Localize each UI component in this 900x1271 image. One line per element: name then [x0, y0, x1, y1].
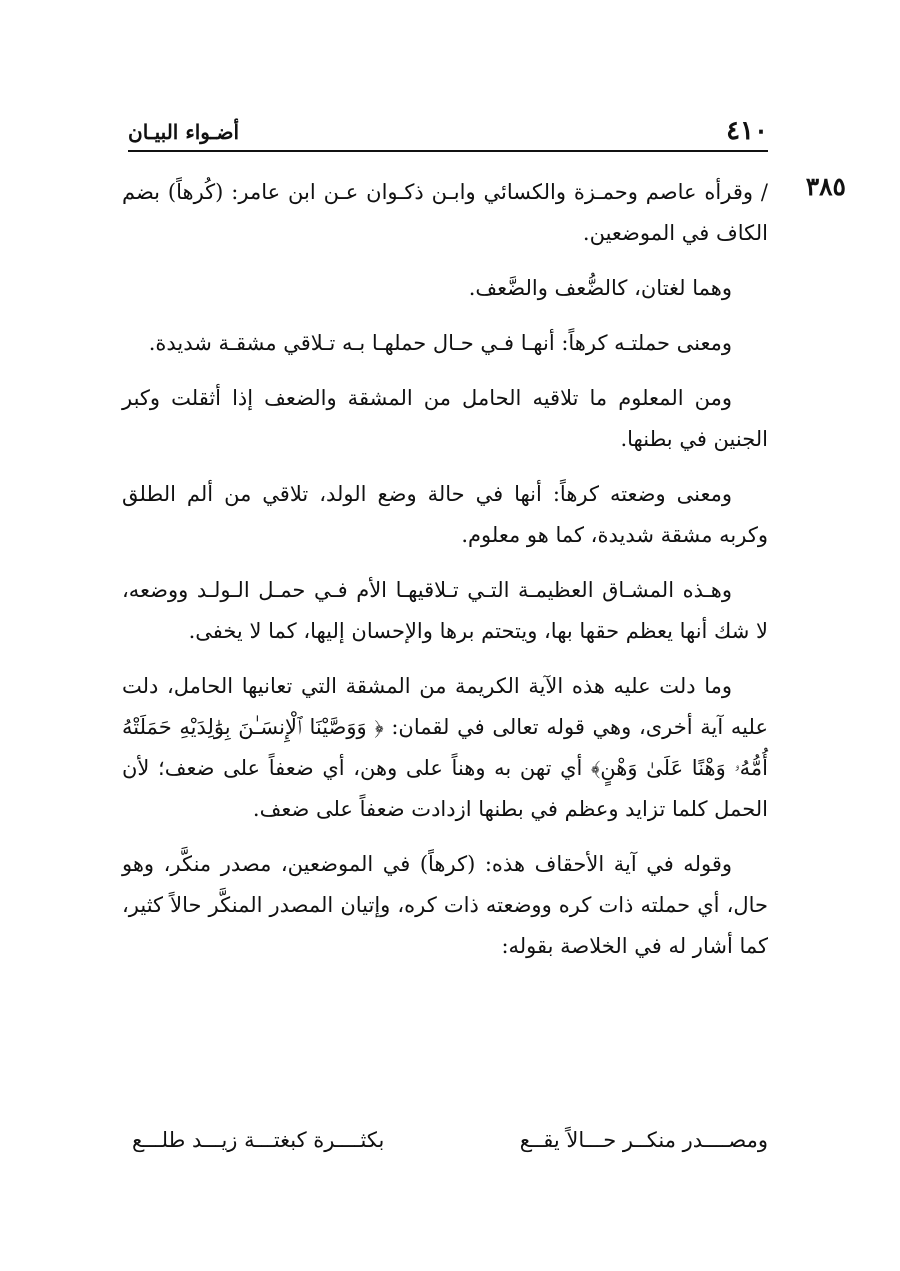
verse-second-hemistich: بكثــــرة كبغتـــة زيـــد طلـــع	[132, 1128, 385, 1152]
verse-first-hemistich: ومصــــدر منكــر حـــالاً يقــع	[519, 1128, 768, 1152]
paragraph: ومعنى وضعته كرهاً: أنها في حالة وضع الولد، تلاقي من ألم الطلق وكربه مشقة شديدة، كما هو معلوم.	[122, 482, 768, 547]
paragraph: وما دلت عليه هذه الآية الكريمة من المشقة التي تعانيها الحامل، دلت عليه آية أخرى، وهي قوله تعالى في لقمان: ﴿ وَوَصَّيْنَا ٱلْإِنسَـٰنَ بِوَٰلِدَيْهِ حَمَلَتْهُ أُمُّهُۥ وَهْنًا عَلَىٰ وَهْنٍ﴾ أي تهن به وهناً على وهن، أي ضعفاً على ضعف؛ لأن الحمل كلما تزايد وعظم في بطنها ازدادت ضعفاً على ضعف.	[122, 674, 768, 821]
paragraph: وقوله في آية الأحقاف هذه: (كرهاً) في الموضعين، مصدر منكَّر، وهو حال، أي حملته ذات كره ووضعته ذات كره، وإتيان المصدر المنكَّر حالاً كثير، كما أشار له في الخلاصة بقوله:	[122, 852, 768, 958]
paragraph: وهـذه المشـاق العظيمـة التـي تـلاقيهـا الأم فـي حمـل الـولـد ووضعه، لا شك أنها يعظم حقها بها، ويتحتم برها والإحسان إليها، كما لا يخفى.	[122, 578, 768, 643]
header-divider	[128, 150, 768, 152]
poetry-verse	[122, 1128, 768, 1168]
page-header	[128, 110, 768, 148]
paragraph: ومعنى حملتـه كرهاً: أنهـا فـي حـال حملهـا بـه تـلاقي مشقـة شديدة.	[148, 331, 732, 355]
page-number: ٤١٠	[726, 116, 768, 146]
paragraph: وهما لغتان، كالضُّعف والضَّعف.	[468, 276, 732, 300]
running-title: أضـواء البيـان	[128, 120, 240, 144]
paragraph: / وقرأه عاصم وحمـزة والكسائي وابـن ذكـوان عـن ابن عامر: (كُرهاً) بضم الكاف في الموضعين.	[122, 180, 768, 245]
paragraph: ومن المعلوم ما تلاقيه الحامل من المشقة والضعف إذا أثقلت وكبر الجنين في بطنها.	[122, 386, 768, 451]
margin-page-reference: ٣٨٥	[805, 172, 846, 201]
body-text	[122, 172, 768, 981]
